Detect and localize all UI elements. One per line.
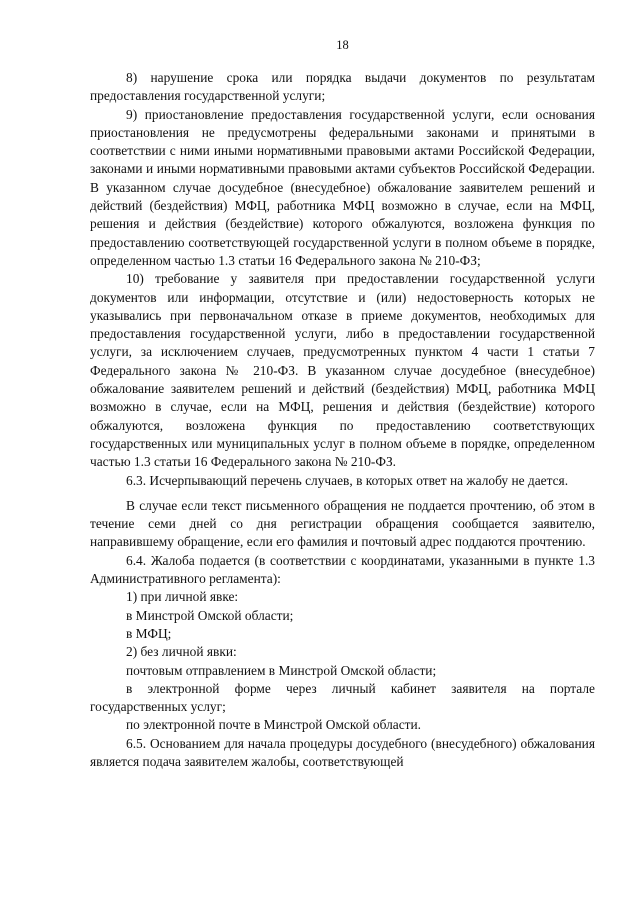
list-item-in-person: 1) при личной явке: — [126, 589, 239, 605]
document-body — [90, 69, 595, 771]
page-number: 18 — [336, 38, 349, 52]
paragraph-6-3: 6.3. Исчерпывающий перечень случаев, в которых ответ на жалобу не дается. — [126, 472, 569, 488]
paragraph-item-8: 8) нарушение срока или порядка выдачи документов по результатам предоставления государственной услуги; — [90, 70, 595, 104]
paragraph-item-9: 9) приостановление предоставления государственной услуги, если основания приостановления не предусмотрены федеральными законами и принятыми в соответствии с ними иными нормативными правовыми актами Российской Федерации, законами и иными нормативными правовыми актами субъектов Российской Федерации. В указанном случае досудебное (внесудебное) обжалование заявителем решений и действий (бездействия) МФЦ, работника МФЦ возможно в случае, если на МФЦ, решения и действия (бездействие) которого обжалуются, возложена функция по предоставлению соответствующей государственной услуги в полном объеме в порядке, определенном частью 1.3 статьи 16 Федерального закона № 210-ФЗ; — [90, 106, 595, 268]
list-item-portal: в электронной форме через личный кабинет заявителя на портале государственных услуг; — [90, 680, 595, 715]
paragraph-6-4: 6.4. Жалоба подается (в соответствии с координатами, указанными в пункте 1.3 Административного регламента): — [90, 552, 595, 587]
list-item-email: по электронной почте в Минстрой Омской области. — [126, 717, 422, 733]
list-item-remote: 2) без личной явки: — [126, 644, 237, 660]
list-item-minstroy: в Минстрой Омской области; — [126, 607, 294, 623]
paragraph-unreadable-text: В случае если текст письменного обращения не поддается прочтению, об этом в течение семи дней со дня регистрации обращения сообщается заявителю, направившему обращение, если его фамилия и почтовый адрес поддаются прочтению. — [90, 497, 595, 550]
paragraph-6-5: 6.5. Основанием для начала процедуры досудебного (внесудебного) обжалования является подача заявителем жалобы, соответствующей — [90, 735, 595, 769]
list-item-post: почтовым отправлением в Минстрой Омской области; — [126, 662, 437, 678]
paragraph-item-10: 10) требование у заявителя при предоставлении государственной услуги документов или информации, отсутствие и (или) недостоверность которых не указывались при первоначальном отказе в приеме документов, необходимых для предоставления государственной услуги, либо в предоставлении государственной услуги, за исключением случаев, предусмотренных пунктом 4 части 1 статьи 7 Федерального закона № 210-ФЗ. В указанном случае досудебное (внесудебное) обжалование заявителем решений и действий (бездействия) МФЦ, работника МФЦ возможно в случае, если на МФЦ, решения и действия (бездействие) которого обжалуются, возложена функция по предоставлению соответствующих государственных или муниципальных услуг в полном объеме в порядке, определенном частью 1.3 статьи 16 Федерального закона № 210-ФЗ. — [90, 271, 595, 470]
list-item-mfc: в МФЦ; — [126, 625, 172, 641]
